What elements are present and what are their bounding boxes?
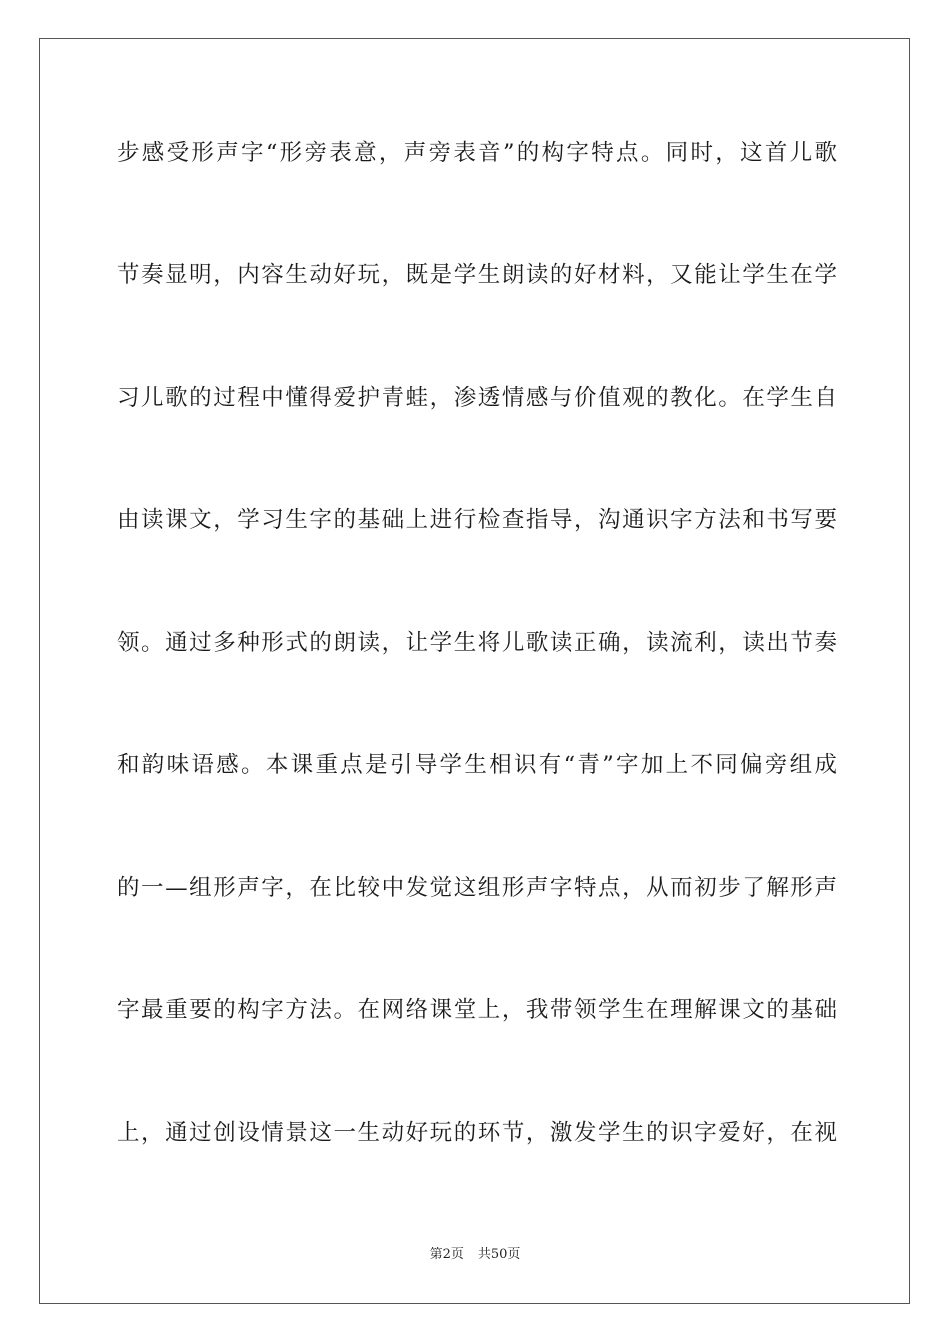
page-footer bbox=[0, 1246, 950, 1264]
text-line: 的一—组形声字，在比较中发觉这组形声字特点，从而初步了解形声 bbox=[117, 875, 837, 901]
text-line: 节奏显明，内容生动好玩，既是学生朗读的好材料，又能让学生在学 bbox=[117, 262, 837, 288]
page-number: 第2页 bbox=[429, 1247, 464, 1262]
text-line: 习儿歌的过程中懂得爱护青蛙，渗透情感与价值观的教化。在学生自 bbox=[117, 385, 837, 411]
text-line: 领。通过多种形式的朗读，让学生将儿歌读正确，读流利，读出节奏 bbox=[117, 630, 837, 656]
text-line: 上，通过创设情景这一生动好玩的环节，激发学生的识字爱好，在视 bbox=[117, 1120, 837, 1146]
text-line: 和韵味语感。本课重点是引导学生相识有“青”字加上不同偏旁组成 bbox=[117, 752, 837, 778]
page-total: 共50页 bbox=[477, 1247, 521, 1262]
text-line: 字最重要的构字方法。在网络课堂上，我带领学生在理解课文的基础 bbox=[117, 997, 837, 1023]
text-line: 由读课文，学习生字的基础上进行检查指导，沟通识字方法和书写要 bbox=[117, 507, 837, 533]
text-line: 步感受形声字“形旁表意，声旁表音”的构字特点。同时，这首儿歌 bbox=[117, 140, 837, 166]
